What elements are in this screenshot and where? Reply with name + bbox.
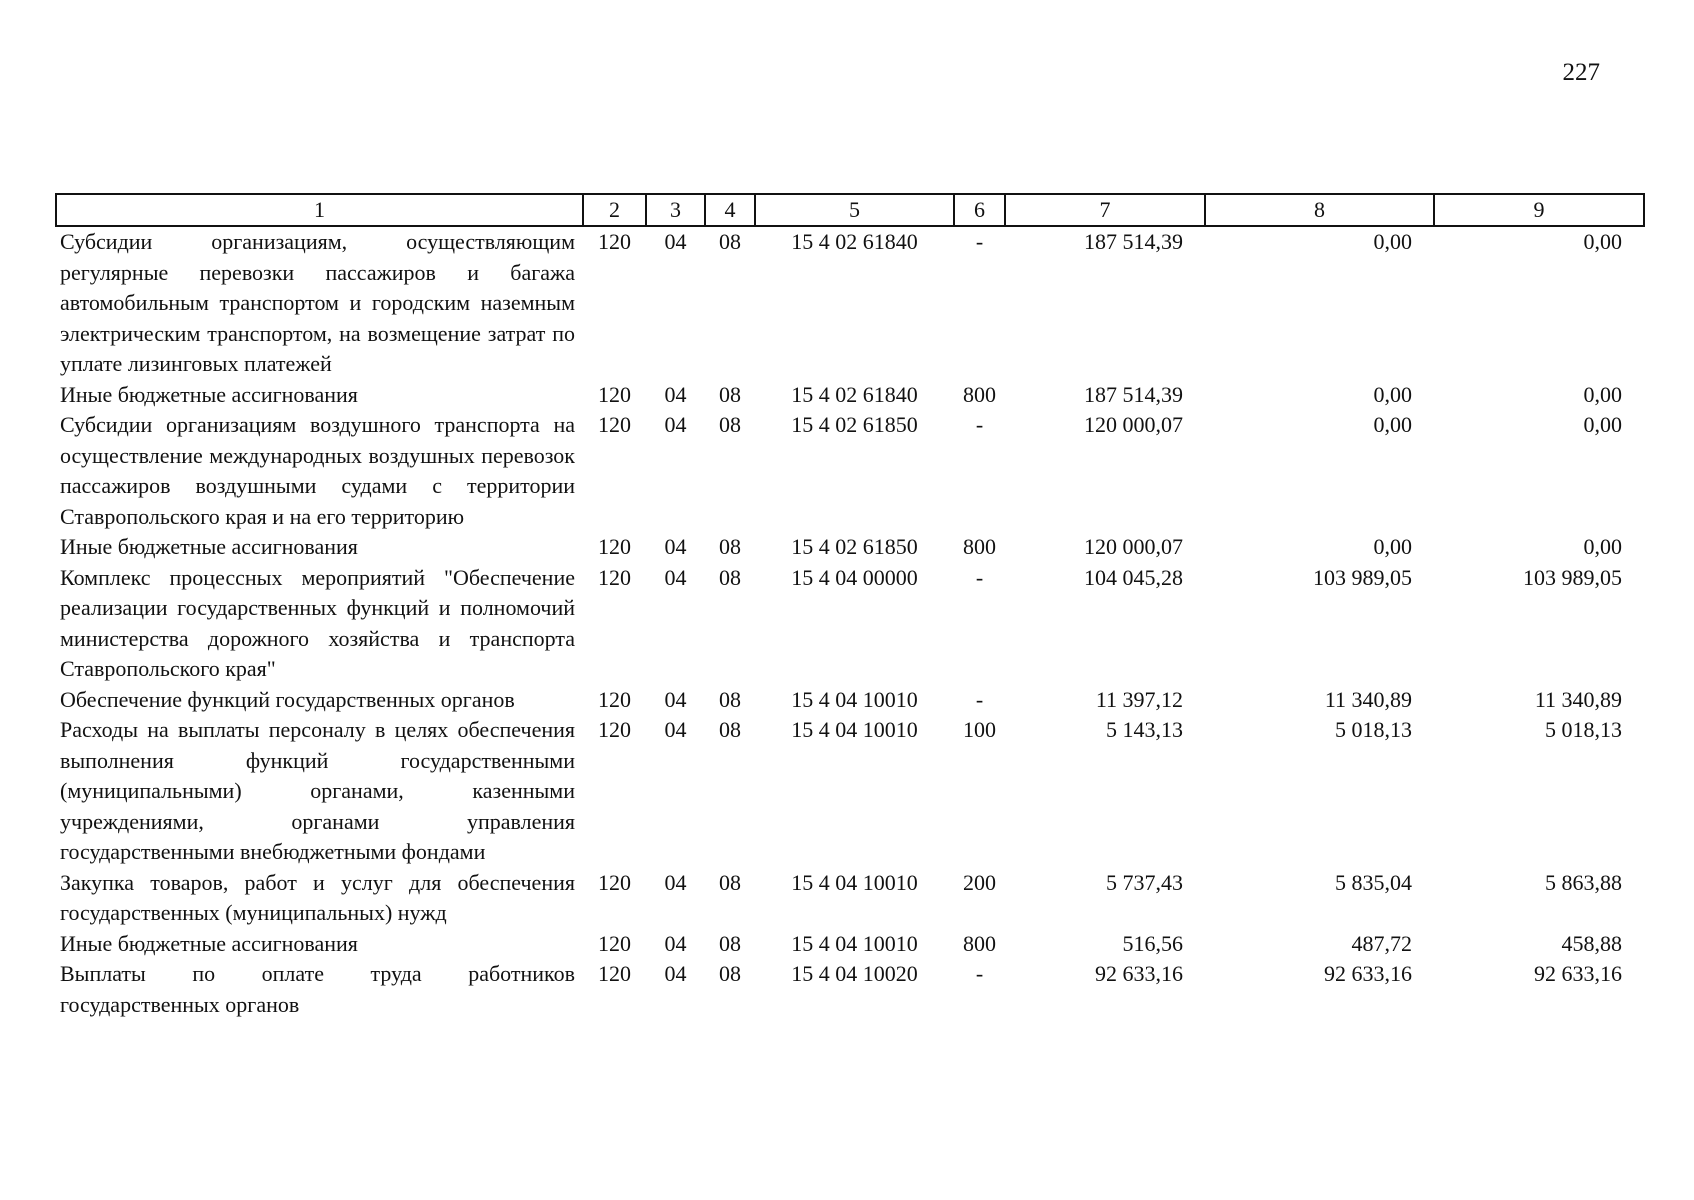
row-amount-col8: 11 340,89 — [1324, 686, 1412, 712]
row-code-section: 04 — [664, 229, 687, 254]
row-amount-col9: 0,00 — [1583, 229, 1622, 254]
row-amount-col9: 0,00 — [1583, 412, 1622, 437]
header-col-8: 8 — [1205, 194, 1434, 226]
row-name: Иные бюджетные ассигнования — [60, 930, 358, 956]
row-name: Комплекс процессных мероприятий "Обеспечение реализации государственных функций и полномочий министерства дорожного хозяйства и транспорта Ставропольского края" — [60, 564, 575, 681]
row-amount-col8: 0,00 — [1373, 229, 1412, 254]
row-name: Расходы на выплаты персоналу в целях обеспечения выполнения функций государственными (муниципальными) органами, казенными учреждениями, органами управления государственными внебюджетными фондами — [60, 717, 575, 864]
row-code-section: 04 — [664, 412, 687, 437]
row-code-subsection: 08 — [719, 229, 741, 254]
row-code-subsection: 08 — [719, 412, 741, 437]
row-code-subsection: 08 — [719, 564, 741, 590]
row-code-expense-type: - — [975, 961, 984, 986]
row-code-target: 15 4 04 10010 — [791, 869, 918, 895]
row-code-target: 15 4 04 10010 — [791, 930, 918, 956]
row-amount-col8: 5 018,13 — [1335, 717, 1412, 742]
header-col-2: 2 — [583, 194, 646, 226]
row-code-expense-type: - — [975, 229, 984, 254]
row-amount-col8: 92 633,16 — [1324, 961, 1412, 986]
header-col-4: 4 — [705, 194, 755, 226]
budget-table — [55, 193, 1645, 1020]
row-amount-col7: 120 000,07 — [1084, 412, 1183, 437]
row-amount-col9: 103 989,05 — [1523, 564, 1622, 590]
row-amount-col9: 92 633,16 — [1534, 961, 1622, 986]
table-row — [56, 929, 1644, 960]
header-col-6: 6 — [954, 194, 1005, 226]
row-name: Субсидии организациям, осуществляющим регулярные перевозки пассажиров и багажа автомобильным транспортом и городским наземным электрическим транспортом, на возмещение затрат по уплате лизинговых платежей — [60, 229, 575, 376]
header-col-5: 5 — [755, 194, 954, 226]
row-code-expense-type: 800 — [963, 930, 996, 956]
row-amount-col7: 5 737,43 — [1106, 869, 1183, 895]
table-body — [56, 226, 1644, 1020]
header-col-7: 7 — [1005, 194, 1205, 226]
row-code-ministry: 120 — [598, 717, 631, 742]
row-code-ministry: 120 — [598, 534, 631, 559]
row-code-section: 04 — [664, 869, 687, 895]
row-name: Иные бюджетные ассигнования — [60, 534, 358, 559]
row-code-target: 15 4 02 61850 — [791, 534, 918, 559]
row-amount-col8: 0,00 — [1373, 534, 1412, 559]
table-row — [56, 715, 1644, 868]
row-amount-col7: 516,56 — [1122, 930, 1183, 956]
row-name: Закупка товаров, работ и услуг для обеспечения государственных (муниципальных) нужд — [60, 869, 575, 925]
page-number: 227 — [1562, 59, 1600, 86]
row-name: Обеспечение функций государственных органов — [60, 686, 515, 712]
row-amount-col8: 103 989,05 — [1313, 564, 1412, 590]
row-code-subsection: 08 — [719, 869, 741, 895]
row-code-ministry: 120 — [598, 564, 631, 590]
row-code-ministry: 120 — [598, 961, 631, 986]
row-amount-col7: 187 514,39 — [1084, 229, 1183, 254]
row-amount-col7: 5 143,13 — [1106, 717, 1183, 742]
row-code-expense-type: 800 — [963, 381, 996, 407]
row-amount-col8: 0,00 — [1373, 412, 1412, 437]
row-amount-col8: 0,00 — [1373, 381, 1412, 407]
header-col-3: 3 — [646, 194, 705, 226]
table-header — [56, 194, 1644, 226]
row-code-subsection: 08 — [719, 717, 741, 742]
row-amount-col9: 0,00 — [1583, 381, 1622, 407]
table-row — [56, 959, 1644, 1020]
row-code-target: 15 4 02 61850 — [791, 412, 918, 437]
table-row — [56, 226, 1644, 380]
row-code-section: 04 — [664, 717, 687, 742]
row-code-expense-type: - — [975, 686, 984, 712]
row-amount-col9: 458,88 — [1561, 930, 1622, 956]
table-row — [56, 410, 1644, 532]
row-code-subsection: 08 — [719, 686, 741, 712]
header-col-1: 1 — [56, 194, 583, 226]
row-code-section: 04 — [664, 961, 687, 986]
row-amount-col9: 5 863,88 — [1545, 869, 1622, 895]
row-code-expense-type: 800 — [963, 534, 996, 559]
row-amount-col7: 92 633,16 — [1095, 961, 1183, 986]
row-code-target: 15 4 04 10020 — [791, 961, 918, 986]
table-row — [56, 868, 1644, 929]
table-row — [56, 380, 1644, 411]
row-code-target: 15 4 02 61840 — [791, 229, 918, 254]
row-code-subsection: 08 — [719, 930, 741, 956]
row-amount-col9: 11 340,89 — [1534, 686, 1622, 712]
row-code-expense-type: 100 — [963, 717, 996, 742]
row-code-section: 04 — [664, 381, 687, 407]
row-amount-col8: 5 835,04 — [1335, 869, 1412, 895]
row-code-target: 15 4 04 10010 — [791, 686, 918, 712]
row-code-target: 15 4 04 00000 — [791, 564, 918, 590]
row-code-ministry: 120 — [598, 229, 631, 254]
row-code-section: 04 — [664, 534, 687, 559]
header-row — [56, 194, 1644, 226]
row-amount-col7: 187 514,39 — [1084, 381, 1183, 407]
row-code-section: 04 — [664, 686, 687, 712]
header-col-9: 9 — [1434, 194, 1644, 226]
row-code-ministry: 120 — [598, 869, 631, 895]
row-code-subsection: 08 — [719, 961, 741, 986]
row-name: Выплаты по оплате труда работников государственных органов — [60, 961, 575, 1017]
row-code-section: 04 — [664, 564, 687, 590]
row-code-subsection: 08 — [719, 534, 741, 559]
row-amount-col7: 120 000,07 — [1084, 534, 1183, 559]
table-row — [56, 685, 1644, 716]
row-amount-col8: 487,72 — [1351, 930, 1412, 956]
row-name: Иные бюджетные ассигнования — [60, 381, 358, 407]
row-code-target: 15 4 02 61840 — [791, 381, 918, 407]
table-row — [56, 563, 1644, 685]
row-code-subsection: 08 — [719, 381, 741, 407]
row-code-ministry: 120 — [598, 381, 631, 407]
row-code-expense-type: 200 — [963, 869, 996, 895]
row-amount-col7: 11 397,12 — [1095, 686, 1183, 712]
table-row — [56, 532, 1644, 563]
row-code-section: 04 — [664, 930, 687, 956]
row-code-target: 15 4 04 10010 — [791, 717, 918, 742]
row-code-ministry: 120 — [598, 412, 631, 437]
row-amount-col9: 0,00 — [1583, 534, 1622, 559]
row-name: Субсидии организациям воздушного транспорта на осуществление международных воздушных перевозок пассажиров воздушными судами с территории Ставропольского края и на его территорию — [60, 412, 575, 529]
row-code-ministry: 120 — [598, 686, 631, 712]
row-code-ministry: 120 — [598, 930, 631, 956]
row-amount-col7: 104 045,28 — [1084, 564, 1183, 590]
row-code-expense-type: - — [975, 412, 984, 437]
row-amount-col9: 5 018,13 — [1545, 717, 1622, 742]
row-code-expense-type: - — [975, 564, 984, 590]
